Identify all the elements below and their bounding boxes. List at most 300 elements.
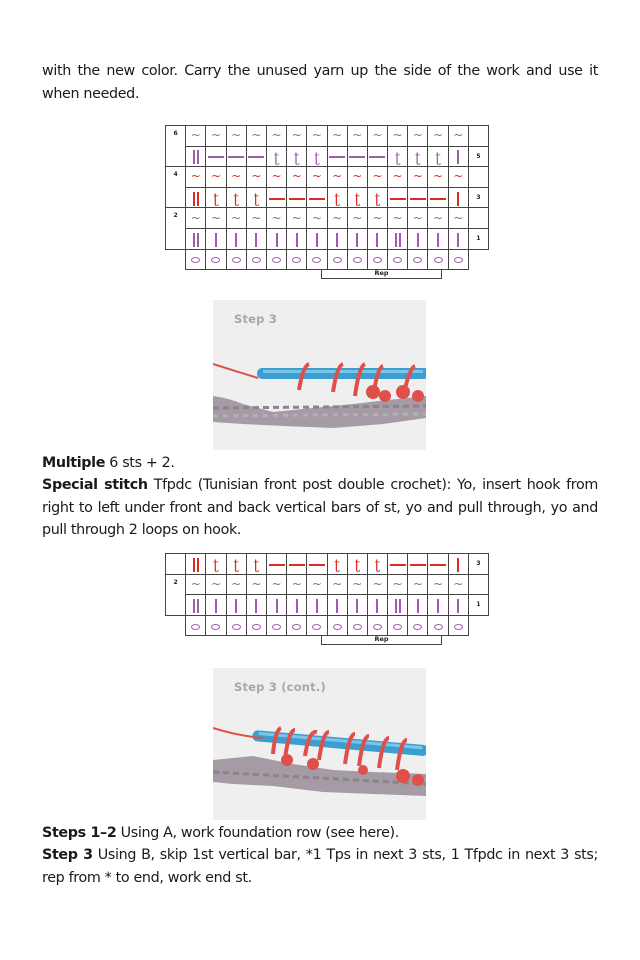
chart-cell: [428, 595, 448, 616]
tunisian-purl-symbol: ~: [291, 169, 302, 184]
chart-cell: [388, 574, 408, 595]
tfpdc-symbol: ʈ: [415, 149, 421, 166]
chart-cell: [388, 615, 408, 636]
chart-cell: [287, 615, 307, 636]
chart-cell: [307, 167, 327, 188]
chart-cell: [246, 228, 266, 249]
chart-cell: [206, 126, 226, 147]
chart-cell: [186, 167, 206, 188]
chart-cell: [448, 167, 468, 188]
chart-cell: [347, 595, 367, 616]
chart-cell: [367, 126, 387, 147]
chain-stitch-symbol: [373, 257, 382, 263]
chart-cell: [367, 554, 387, 575]
tunisian-purl-stitch-symbol: [309, 564, 325, 566]
chart-row-3: [166, 187, 489, 208]
tunisian-purl-symbol: ~: [251, 169, 262, 184]
step-text: Using B, skip 1st vertical bar, *1 Tps in next 3 sts, 1 Tfpdc in next 3 sts; rep from * to end, work end st.: [42, 847, 598, 886]
tunisian-simple-stitch-symbol: [356, 599, 358, 613]
chart-cell: [287, 595, 307, 616]
chart-cell: [186, 554, 206, 575]
chart-cell: [388, 126, 408, 147]
chart-row-5: [166, 146, 489, 167]
tunisian-simple-stitch-symbol: [296, 599, 298, 613]
tfpdc-symbol: ʈ: [233, 557, 239, 574]
chart-cell: [448, 146, 468, 167]
chart-cell: [347, 146, 367, 167]
tunisian-purl-symbol: ~: [210, 210, 221, 225]
chart-cell: [347, 554, 367, 575]
tunisian-purl-symbol: ~: [210, 169, 221, 184]
chart-cell: [347, 615, 367, 636]
tunisian-purl-symbol: ~: [311, 576, 322, 591]
tunisian-simple-stitch-symbol: [417, 599, 419, 613]
chart-cell: [408, 126, 428, 147]
chain-stitch-symbol: [454, 624, 463, 630]
chain-stitch-symbol: [252, 257, 261, 263]
tunisian-purl-symbol: ~: [372, 128, 383, 143]
tunisian-simple-stitch-symbol: [316, 233, 318, 247]
chart-cell: [266, 595, 286, 616]
chain-stitch-symbol: [232, 624, 241, 630]
chart-cell: [246, 208, 266, 229]
chart-cell: [327, 228, 347, 249]
chart-cell: [408, 208, 428, 229]
chain-stitch-symbol: [413, 624, 422, 630]
chart-row-2: [166, 574, 489, 595]
edge-stitch-symbol: [193, 599, 199, 613]
tfpdc-symbol: ʈ: [354, 557, 361, 574]
tunisian-simple-stitch-symbol: [457, 192, 459, 206]
tunisian-purl-symbol: ~: [453, 128, 464, 143]
chart-cell: [186, 208, 206, 229]
chart-cell: [266, 167, 286, 188]
chart-cell: [448, 208, 468, 229]
tunisian-purl-symbol: ~: [352, 169, 363, 184]
chart-cell: [206, 187, 226, 208]
stitch-chart-2: [165, 553, 489, 643]
chart-row-4: [166, 167, 489, 188]
chart-cell: [287, 126, 307, 147]
chart-cell: [246, 554, 266, 575]
chart-cell: [206, 615, 226, 636]
chart-cell: [388, 554, 408, 575]
edge-stitch-symbol: [395, 599, 401, 613]
chart-cell: [367, 615, 387, 636]
chain-stitch-symbol: [272, 257, 281, 263]
chart-cell: [266, 554, 286, 575]
chart-row-2: [166, 208, 489, 229]
multiple-paragraph: [42, 452, 598, 475]
tunisian-simple-stitch-symbol: [235, 599, 237, 613]
chart-cell: [246, 249, 266, 270]
chart-cell: [428, 228, 448, 249]
special-stitch-text: Tfpdc (Tunisian front post double crochet): Yo, insert hook from right to left under front and back vertical bars of st, yo and pull through, yo and pull through 2 loops on hook.: [42, 477, 598, 538]
chart-cell: [428, 554, 448, 575]
tunisian-purl-stitch-symbol: [309, 198, 325, 200]
tunisian-purl-symbol: ~: [372, 210, 383, 225]
chart-cell: [408, 228, 428, 249]
chart-cell: [428, 126, 448, 147]
tunisian-simple-stitch-symbol: [255, 599, 257, 613]
chart-cell: [287, 249, 307, 270]
tunisian-purl-symbol: ~: [433, 210, 444, 225]
tunisian-purl-stitch-symbol: [289, 564, 305, 566]
chart-cell: [287, 187, 307, 208]
chart-cell: [186, 146, 206, 167]
tunisian-purl-symbol: ~: [311, 210, 322, 225]
chart-cell: [206, 167, 226, 188]
chart-cell: [367, 595, 387, 616]
tunisian-purl-symbol: ~: [291, 128, 302, 143]
tfpdc-symbol: ʈ: [273, 149, 280, 166]
chart-cell: [186, 228, 206, 249]
chart-cell: [266, 574, 286, 595]
tunisian-purl-symbol: ~: [412, 576, 423, 591]
chart-cell: [266, 146, 286, 167]
chart-cell: [347, 208, 367, 229]
chain-stitch-symbol: [232, 257, 241, 263]
tunisian-purl-stitch-symbol: [390, 198, 406, 200]
chart-cell: [428, 615, 448, 636]
tfpdc-symbol: ʈ: [374, 191, 381, 208]
tunisian-purl-symbol: ~: [311, 169, 322, 184]
step-3-cont-photo: [213, 668, 426, 820]
tunisian-simple-stitch-symbol: [316, 599, 318, 613]
tunisian-simple-stitch-symbol: [336, 233, 338, 247]
tfpdc-symbol: ʈ: [293, 149, 300, 166]
tunisian-simple-stitch-symbol: [457, 558, 459, 572]
chart-cell: [408, 187, 428, 208]
tunisian-purl-stitch-symbol: [228, 156, 244, 158]
chart-cell: [327, 249, 347, 270]
steps-1-2-paragraph: [42, 822, 598, 845]
row-label-left: 6: [166, 126, 186, 167]
tunisian-purl-symbol: ~: [392, 128, 403, 143]
chart-cell: [246, 574, 266, 595]
step-3-photo: [213, 300, 426, 450]
chart-cell: [408, 595, 428, 616]
chart-row-3: [166, 554, 489, 575]
tunisian-purl-symbol: ~: [332, 210, 343, 225]
edge-stitch-symbol: [193, 150, 199, 164]
chart-blank-cell: [166, 615, 186, 636]
multiple-value: 6 sts + 2.: [105, 455, 175, 471]
chain-stitch-symbol: [353, 257, 362, 263]
chart-cell: [367, 187, 387, 208]
tunisian-purl-stitch-symbol: [430, 564, 446, 566]
tunisian-simple-stitch-symbol: [235, 233, 237, 247]
chart-cell: [327, 167, 347, 188]
chart-cell: [388, 208, 408, 229]
chart-cell: [408, 249, 428, 270]
chart-cell: [246, 187, 266, 208]
chain-stitch-symbol: [211, 624, 220, 630]
chart-cell: [186, 595, 206, 616]
chart-cell: [408, 554, 428, 575]
tunisian-purl-symbol: ~: [332, 576, 343, 591]
chart-cell: [307, 126, 327, 147]
intro-paragraph: with the new color. Carry the unused yarn up the side of the work and use it when needed.: [42, 63, 598, 102]
chart-cell: [428, 146, 448, 167]
chain-stitch-symbol: [434, 257, 443, 263]
chart-cell: [327, 554, 347, 575]
tunisian-purl-stitch-symbol: [329, 156, 345, 158]
edge-stitch-symbol: [193, 192, 199, 206]
chart-cell: [266, 208, 286, 229]
chart-cell: [307, 574, 327, 595]
tunisian-purl-stitch-symbol: [289, 198, 305, 200]
tunisian-purl-symbol: ~: [190, 169, 201, 184]
chart-cell: [388, 249, 408, 270]
tfpdc-symbol: ʈ: [233, 191, 239, 208]
chart-cell: [206, 228, 226, 249]
row-label-right: 5: [468, 146, 488, 167]
chart-cell: [307, 146, 327, 167]
tunisian-purl-symbol: ~: [332, 169, 343, 184]
tunisian-purl-symbol: ~: [291, 210, 302, 225]
row-label-left: 2: [166, 208, 186, 249]
step-3-paragraph: [42, 844, 598, 889]
edge-stitch-symbol: [193, 233, 199, 247]
row-label-right: 3: [468, 187, 488, 208]
chart-cell: [428, 249, 448, 270]
tfpdc-symbol: ʈ: [334, 557, 340, 574]
chain-stitch-symbol: [312, 257, 321, 263]
tfpdc-symbol: ʈ: [253, 191, 260, 208]
tunisian-purl-symbol: ~: [311, 128, 322, 143]
chart-cell: [226, 574, 246, 595]
tunisian-purl-symbol: ~: [412, 169, 423, 184]
chart-cell: [408, 146, 428, 167]
tunisian-purl-stitch-symbol: [269, 198, 285, 200]
chart-row-1: [166, 595, 489, 616]
chart-cell: [388, 228, 408, 249]
chain-stitch-symbol: [353, 624, 362, 630]
chart-cell: [287, 228, 307, 249]
chart-cell: [347, 126, 367, 147]
chart-cell: [287, 167, 307, 188]
repeat-bracket: Rep: [321, 269, 442, 279]
special-stitch-label: Special stitch: [42, 477, 148, 493]
chart-cell: [408, 615, 428, 636]
tunisian-purl-stitch-symbol: [369, 156, 385, 158]
tunisian-purl-symbol: ~: [352, 576, 363, 591]
chart-cell: [226, 595, 246, 616]
chart-cell: [226, 615, 246, 636]
tunisian-purl-symbol: ~: [332, 128, 343, 143]
chart-cell: [347, 187, 367, 208]
chart-row-6: [166, 126, 489, 147]
tunisian-purl-symbol: ~: [433, 128, 444, 143]
tfpdc-symbol: ʈ: [314, 149, 320, 166]
chain-stitch-symbol: [272, 624, 281, 630]
chart-cell: [287, 208, 307, 229]
tunisian-purl-symbol: ~: [271, 210, 282, 225]
chart-blank-cell: [166, 249, 186, 270]
tfpdc-symbol: ʈ: [394, 149, 401, 166]
chart-blank-cell: [468, 249, 488, 270]
chart-cell: [428, 167, 448, 188]
tfpdc-symbol: ʈ: [435, 149, 441, 166]
row-label-left: [166, 554, 186, 575]
tunisian-purl-symbol: ~: [433, 169, 444, 184]
row-label-right: 3: [468, 554, 488, 575]
special-stitch-paragraph: [42, 474, 598, 542]
tunisian-purl-symbol: ~: [453, 169, 464, 184]
chart-cell: [186, 249, 206, 270]
tunisian-purl-symbol: ~: [372, 169, 383, 184]
chart-cell: [428, 574, 448, 595]
tunisian-purl-stitch-symbol: [390, 564, 406, 566]
row-label-right: 1: [468, 595, 488, 616]
chart-cell: [448, 126, 468, 147]
chart-blank-cell: [468, 615, 488, 636]
edge-stitch-symbol: [395, 233, 401, 247]
tunisian-purl-stitch-symbol: [410, 564, 426, 566]
chain-stitch-symbol: [292, 624, 301, 630]
chart-cell: [206, 208, 226, 229]
tunisian-purl-symbol: ~: [392, 210, 403, 225]
chart-cell: [388, 595, 408, 616]
chart-cell: [206, 595, 226, 616]
tunisian-purl-symbol: ~: [412, 128, 423, 143]
chart-cell: [307, 595, 327, 616]
chart-cell: [448, 228, 468, 249]
chain-stitch-symbol: [333, 624, 342, 630]
tunisian-purl-symbol: ~: [190, 576, 201, 591]
tunisian-purl-symbol: ~: [190, 128, 201, 143]
tunisian-simple-stitch-symbol: [376, 599, 378, 613]
chart-cell: [307, 228, 327, 249]
chart-cell: [287, 146, 307, 167]
chain-stitch-symbol: [454, 257, 463, 263]
row-label-right: [468, 208, 488, 229]
tunisian-simple-stitch-symbol: [457, 150, 459, 164]
chart-cell: [448, 615, 468, 636]
tunisian-simple-stitch-symbol: [215, 599, 217, 613]
chart-cell: [448, 574, 468, 595]
tunisian-purl-symbol: ~: [392, 576, 403, 591]
chart-cell: [206, 146, 226, 167]
tunisian-purl-symbol: ~: [271, 576, 282, 591]
tunisian-purl-symbol: ~: [251, 576, 262, 591]
chart-cell: [206, 574, 226, 595]
chart-cell: [448, 187, 468, 208]
chart-cell: [347, 249, 367, 270]
tfpdc-symbol: ʈ: [213, 557, 219, 574]
tunisian-purl-symbol: ~: [453, 210, 464, 225]
chart-cell: [408, 167, 428, 188]
tunisian-simple-stitch-symbol: [336, 599, 338, 613]
chart-cell: [226, 228, 246, 249]
chart-cell: [327, 574, 347, 595]
chain-stitch-symbol: [191, 257, 200, 263]
tunisian-purl-symbol: ~: [271, 169, 282, 184]
chart-cell: [266, 187, 286, 208]
chart-cell: [206, 249, 226, 270]
tfpdc-symbol: ʈ: [334, 191, 340, 208]
chart-cell: [367, 208, 387, 229]
chart-row-1: [166, 228, 489, 249]
tunisian-simple-stitch-symbol: [437, 599, 439, 613]
tfpdc-symbol: ʈ: [374, 557, 381, 574]
tunisian-simple-stitch-symbol: [356, 233, 358, 247]
chart-cell: [307, 249, 327, 270]
tunisian-purl-symbol: ~: [231, 128, 242, 143]
tunisian-purl-symbol: ~: [210, 128, 221, 143]
chart-cell: [307, 554, 327, 575]
tunisian-purl-symbol: ~: [271, 128, 282, 143]
chart-cell: [347, 574, 367, 595]
chain-stitch-symbol: [312, 624, 321, 630]
chart-cell: [226, 146, 246, 167]
chart-cell: [266, 249, 286, 270]
step-label: Steps 1–2: [42, 825, 117, 841]
chart-cell: [347, 167, 367, 188]
tfpdc-symbol: ʈ: [213, 191, 219, 208]
chart-cell: [307, 208, 327, 229]
tunisian-simple-stitch-symbol: [376, 233, 378, 247]
tunisian-purl-symbol: ~: [231, 210, 242, 225]
tunisian-purl-symbol: ~: [231, 169, 242, 184]
chart-cell: [347, 228, 367, 249]
stitch-chart-1: [165, 125, 489, 277]
photo-caption: Step 3: [234, 312, 278, 326]
chart-cell: [246, 126, 266, 147]
tunisian-purl-stitch-symbol: [430, 198, 446, 200]
multiple-label: Multiple: [42, 455, 106, 471]
tunisian-purl-symbol: ~: [352, 128, 363, 143]
chart-cell: [327, 146, 347, 167]
chain-stitch-symbol: [333, 257, 342, 263]
chart-cell: [287, 554, 307, 575]
tunisian-purl-symbol: ~: [291, 576, 302, 591]
chart-cell: [367, 228, 387, 249]
tunisian-purl-symbol: ~: [190, 210, 201, 225]
chain-stitch-symbol: [292, 257, 301, 263]
chart-cell: [327, 615, 347, 636]
chart-cell: [448, 249, 468, 270]
chart-cell: [287, 574, 307, 595]
chart-cell: [226, 187, 246, 208]
chart-row-foundation: [166, 615, 489, 636]
chart-cell: [206, 554, 226, 575]
row-label-right: [468, 126, 488, 147]
chart-cell: [388, 146, 408, 167]
chart-row-foundation: [166, 249, 489, 270]
chart-cell: [307, 187, 327, 208]
tfpdc-symbol: ʈ: [354, 191, 361, 208]
row-label-right: [468, 167, 488, 188]
chart-cell: [186, 187, 206, 208]
chart-cell: [186, 574, 206, 595]
chart-cell: [246, 167, 266, 188]
tunisian-simple-stitch-symbol: [255, 233, 257, 247]
chart-cell: [327, 595, 347, 616]
tunisian-purl-symbol: ~: [210, 576, 221, 591]
chart-cell: [367, 146, 387, 167]
step-text: Using A, work foundation row (see here).: [116, 825, 399, 841]
chart-cell: [327, 208, 347, 229]
tunisian-simple-stitch-symbol: [457, 233, 459, 247]
chart-cell: [226, 249, 246, 270]
tunisian-simple-stitch-symbol: [457, 599, 459, 613]
chart-cell: [266, 126, 286, 147]
chart-cell: [408, 574, 428, 595]
chain-stitch-symbol: [373, 624, 382, 630]
chain-stitch-symbol: [252, 624, 261, 630]
